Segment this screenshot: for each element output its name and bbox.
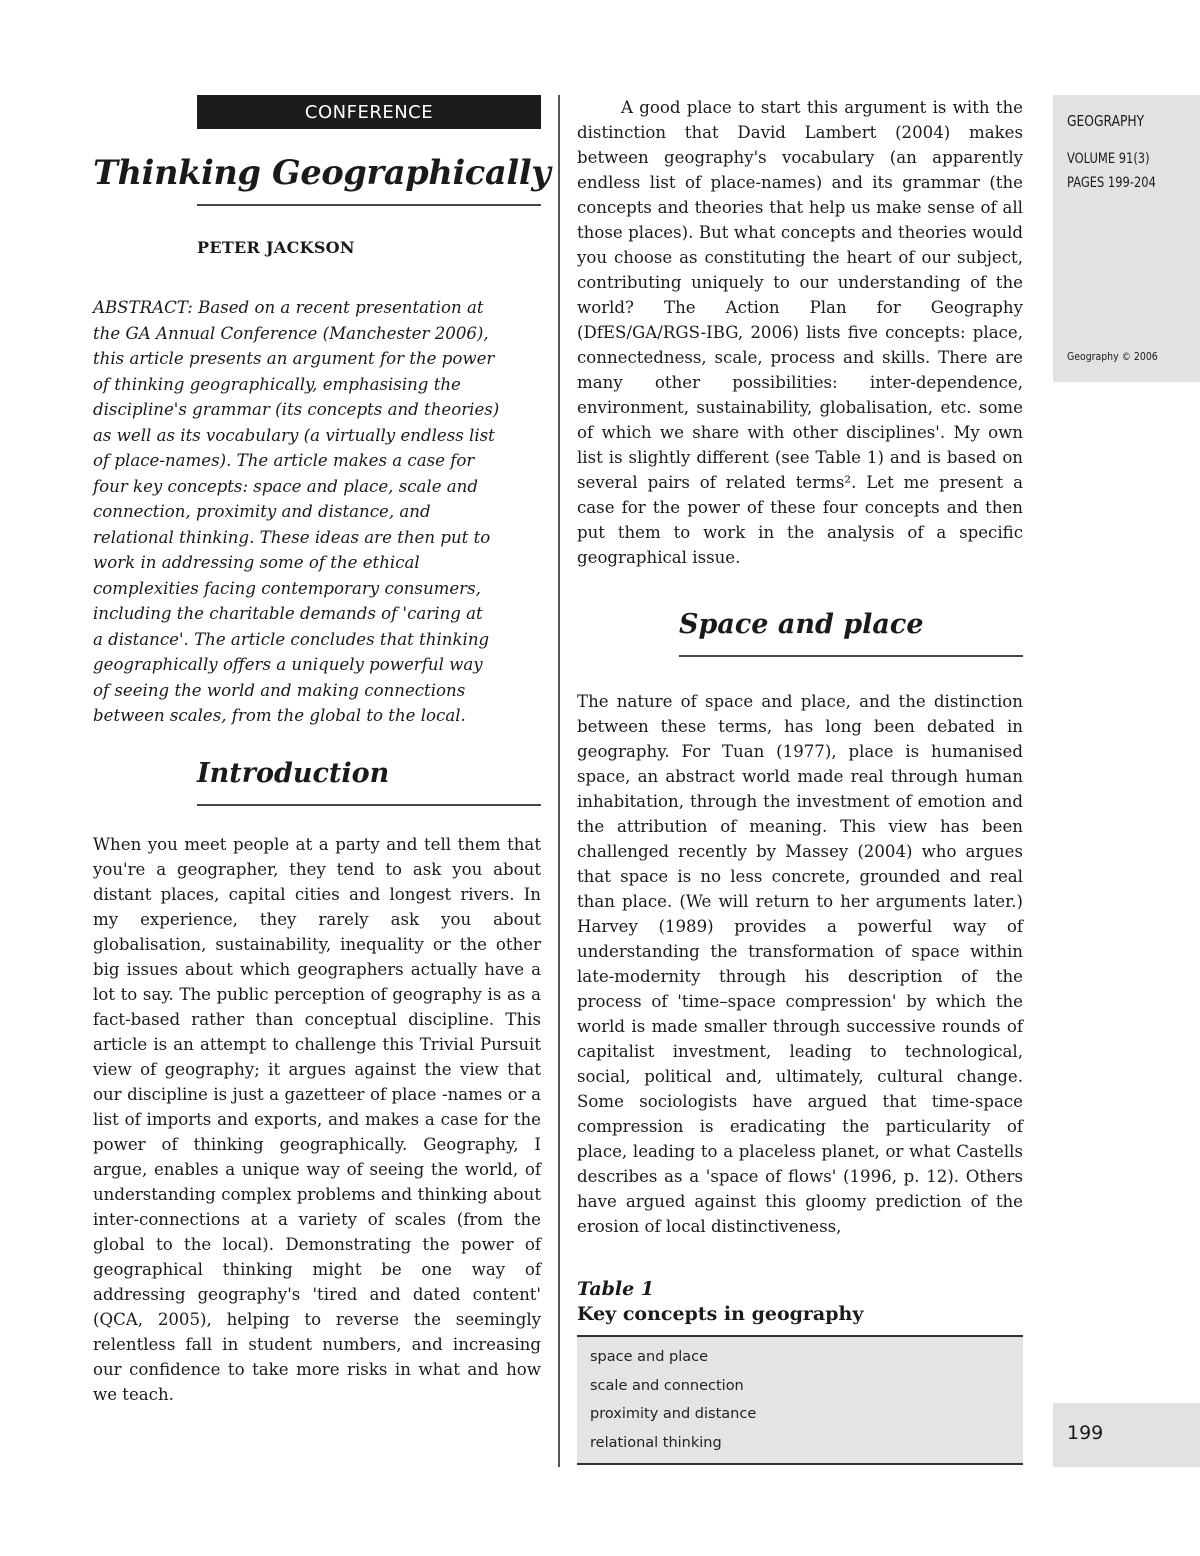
table-caption bbox=[577, 1277, 1023, 1327]
table-row: relational thinking bbox=[590, 1434, 722, 1451]
introduction-rule bbox=[197, 804, 541, 806]
author-name: PETER JACKSON bbox=[197, 238, 355, 257]
journal-volume: VOLUME 91(3) bbox=[1067, 151, 1150, 167]
section-label: CONFERENCE bbox=[197, 95, 541, 129]
space-heading-block bbox=[679, 611, 1023, 638]
introduction-heading-block bbox=[197, 757, 541, 789]
article-title: Thinking Geographically bbox=[93, 153, 551, 192]
table-row: proximity and distance bbox=[590, 1406, 757, 1422]
table-title: Key concepts in geography bbox=[577, 1303, 864, 1325]
column-divider bbox=[558, 95, 560, 1467]
abstract: ABSTRACT: Based on a recent presentation at the GA Annual Conference (Manchester 2006), this article presents an argument for the power of thinking geographically, emphasising the discipline's grammar (its concepts and theories) as well as its vocabulary (a virtually endless list of place-names). The article makes a case for four key concepts: space and place, scale and connection, proximity and distance, and relational thinking. These ideas are then put to work in addressing some of the ethical complexities facing contemporary consumers, including the charitable demands of 'caring at a distance'. The article concludes that thinking geographically offers a uniquely powerful way of seeing the world and making connections between scales, from the global to the local. bbox=[93, 298, 500, 725]
space-and-place-heading: Space and place bbox=[679, 609, 924, 640]
introduction-heading: Introduction bbox=[197, 757, 390, 789]
journal-pages: PAGES 199-204 bbox=[1067, 175, 1156, 191]
space-rule bbox=[679, 655, 1023, 657]
key-concepts-table bbox=[577, 1335, 1023, 1465]
table-row: space and place bbox=[590, 1349, 709, 1365]
space-and-place-body: The nature of space and place, and the distinction between these terms, has long been debated in geography. For Tuan (1977), place is humanised space, an abstract world made real through human inhabitation, through the investment of emotion and the attribution of meaning. This view has been challenged recently by Massey (2004) who argues that space is no less concrete, grounded and real than place. (We will return to her arguments later.) Harvey (1989) provides a powerful way of understanding the transformation of space within late-modernity through his description of the process of 'time–space compression' by which the world is made smaller through successive rounds of capitalist investment, leading to technological, social, political and, ultimately, cultural change. Some sociologists have argued that time-space compression is eradicating the particularity of place, leading to a placeless planet, or what Castells describes as a 'space of flows' (1996, p. 12). Others have argued against this gloomy prediction of the erosion of local distinctiveness, bbox=[577, 692, 1023, 1236]
journal-name: GEOGRAPHY bbox=[1067, 112, 1145, 130]
table-row: scale and connection bbox=[590, 1377, 744, 1394]
copyright-notice: Geography © 2006 bbox=[1067, 350, 1158, 363]
left-column bbox=[93, 95, 551, 1407]
introduction-body: When you meet people at a party and tell them that you're a geographer, they tend to ask you about distant places, capital cities and longest rivers. In my experience, they rarely ask you about globalisation, sustainability, inequality or the other big issues about which geographers actually have a lot to say. The public perception of geography is as a fact-based rather than conceptual discipline. This article is an attempt to challenge this Trivial Pursuit view of geography; it argues against the view that our discipline is just a gazetteer of place -names or a list of imports and exports, and makes a case for the power of thinking geographically. Geography, I argue, enables a unique way of seeing the world, of understanding complex problems and thinking about inter-connections at a variety of scales (from the global to the local). Demonstrating the power of geographical thinking might be one way of addressing geography's 'tired and dated content' (QCA, 2005), helping to reverse the seemingly relentless fall in student numbers, and increasing our confidence to take more risks in what and how we teach. bbox=[93, 834, 541, 1404]
table-label: Table 1 bbox=[577, 1278, 655, 1300]
title-rule bbox=[197, 204, 541, 206]
opening-paragraph: A good place to start this argument is with the distinction that David Lambert (2004) makes between geography's vocabulary (an apparently endless list of place-names) and its grammar (the concepts and theories that help us make sense of all those places). But what concepts and theories would you choose as constituting the heart of our subject, contributing uniquely to our understanding of the world? The Action Plan for Geography (DfES/GA/RGS-IBG, 2006) lists five concepts: place, connectedness, scale, process and skills. There are many other possibilities: inter-dependence, environment, sustainability, globalisation, etc. some of which we share with other disciplines'. My own list is slightly different (see Table 1) and is based on several pairs of related terms². Let me present a case for the power of these four concepts and then put them to work in the analysis of a specific geographical issue. bbox=[577, 98, 1023, 567]
middle-column bbox=[577, 95, 1023, 1465]
journal-sidebar bbox=[1053, 95, 1200, 382]
page-number: 199 bbox=[1067, 1422, 1104, 1444]
page-number-box bbox=[1053, 1403, 1200, 1467]
